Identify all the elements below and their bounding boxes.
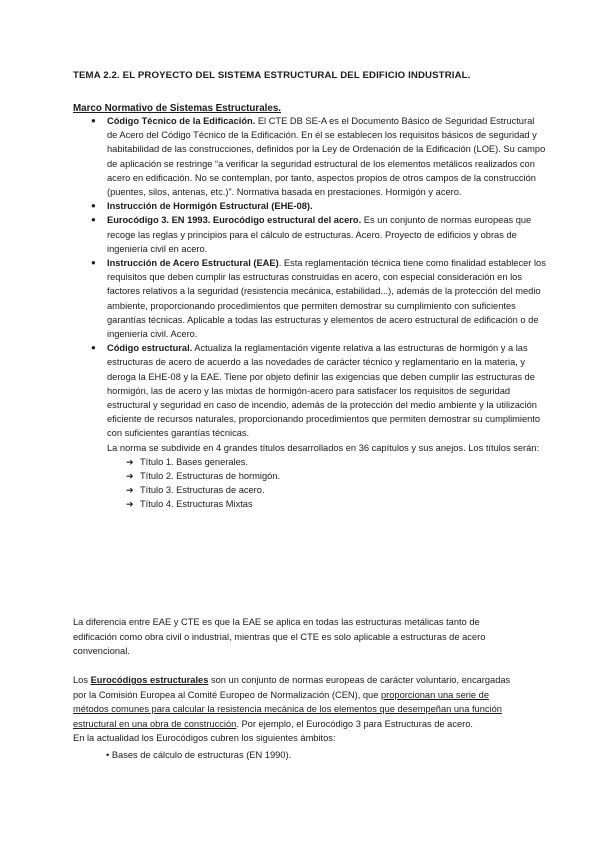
sub-bullet: • Bases de cálculo de estructuras (EN 1990). [106, 750, 292, 760]
eurocodes-term: Eurocódigos estructurales [90, 675, 209, 685]
eurocodes-paragraph [73, 673, 523, 746]
item-title: Instrucción de Acero Estructural (EAE) [107, 258, 279, 269]
title-item: ➔ Título 3. Estructuras de acero. [126, 483, 547, 497]
item-extra-text: La norma se subdivide en 4 grandes títulos desarrollados en 36 capítulos y sus anejos. Los títulos serán: [107, 442, 540, 453]
list-item [107, 256, 547, 341]
item-text: Es un conjunto de normas europeas que recoge las reglas y principios para el cálculo de estructuras. Acero. Proyecto de edificios y obras de ingeniería civil en acero. [107, 215, 532, 254]
section-heading: Marco Normativo de Sistemas Estructurales. [73, 103, 281, 114]
item-title: Instrucción de Hormigón Estructural (EHE-08). [107, 201, 313, 212]
page-title: TEMA 2.2. EL PROYECTO DEL SISTEMA ESTRUCTURAL DEL EDIFICIO INDUSTRIAL. [73, 70, 471, 81]
title-item: ➔ Título 4. Estructuras Mixtas [126, 497, 547, 511]
euro-text-3: . Por ejemplo, el Eurocódigo 3 para Estructuras de acero. [236, 718, 473, 729]
item-title: Código estructural. [107, 343, 193, 354]
item-title: Código Técnico de la Edificación. [107, 116, 256, 126]
list-item [107, 213, 547, 256]
euro-text-1: Los [73, 675, 91, 685]
titles-list [107, 455, 547, 512]
euro-line-2: En la actualidad los Eurocódigos cubren los siguientes ámbitos: [73, 733, 336, 744]
list-item [107, 341, 547, 511]
item-text: . Esta reglamentación técnica tiene como finalidad establecer los requisitos que deben cumplir las estructuras construidas en acero, con especial consideración en los factores relativos a la seguridad (resistencia mecánica, estabilidad...), además de la protección del medio ambiente, proporcionando procedimientos que permiten demostrar su cumplimiento con suficientes garantías técnicas. Aplicable a todas las estructuras y elementos de acero estructural de edificación o de ingeniería civil. Acero. [107, 258, 546, 340]
title-item: ➔ Título 1. Bases generales. [126, 455, 547, 469]
euro-underlined-text: proporcionan una serie de métodos comunes para calcular la resistencia mecánica de los elementos que desempeñan una función estructural en una obra de construcción [73, 689, 502, 729]
item-title: Eurocódigo 3. EN 1993. Eurocódigo estructural del acero. [107, 215, 362, 226]
euro-text-2: son un conjunto de normas europeas de carácter voluntario, encargadas por la Comisión Europea al Comité Europeo de Normalización (CEN), que [73, 675, 511, 700]
regulation-list [90, 114, 547, 512]
list-item [107, 199, 547, 213]
item-text: Actualiza la reglamentación vigente relativa a las estructuras de hormigón y a las estructuras de acero de acuerdo a las novedades de carácter técnico y reglamentario en la materia, y deroga la EHE-08 y la EAE. Tiene por objeto definir las exigencias que deben cumplir las estructuras de hormigón, las de acero y las mixtas de hormigón-acero para satisfacer los requisitos de seguridad estructural y seguridad en caso de incendio, además de la protección del medio ambiente y la utilización eficiente de recursos naturales, proporcionando procedimientos que permiten demostrar su cumplimiento con suficientes garantías técnicas. [107, 343, 541, 439]
title-item: ➔ Título 2. Estructuras de hormigón. [126, 469, 547, 483]
item-text: El CTE DB SE-A es el Documento Básico de Seguridad Estructural de Acero del Código Técnico de la Edificación. En él se establecen los requisitos básicos de seguridad y habitabilidad de las construcciones, definidos por la Ley de Ordenación de la Edificación (LOE). Su campo de aplicación se restringe “a verificar la seguridad estructural de los elementos metálicos realizados con acero en edificación. No se contemplan, por tanto, aspectos propios de otros campos de la construcción (puentes, silos, antenas, etc.)”. Normativa basada en prestaciones. Hormigón y acero. [107, 116, 546, 198]
list-item [107, 114, 547, 199]
difference-paragraph: La diferencia entre EAE y CTE es que la EAE se aplica en todas las estructuras metálicas tanto de edificación como obra civil o industrial, mientras que el CTE es solo aplicable a estructuras de acero convencional. [73, 617, 486, 657]
